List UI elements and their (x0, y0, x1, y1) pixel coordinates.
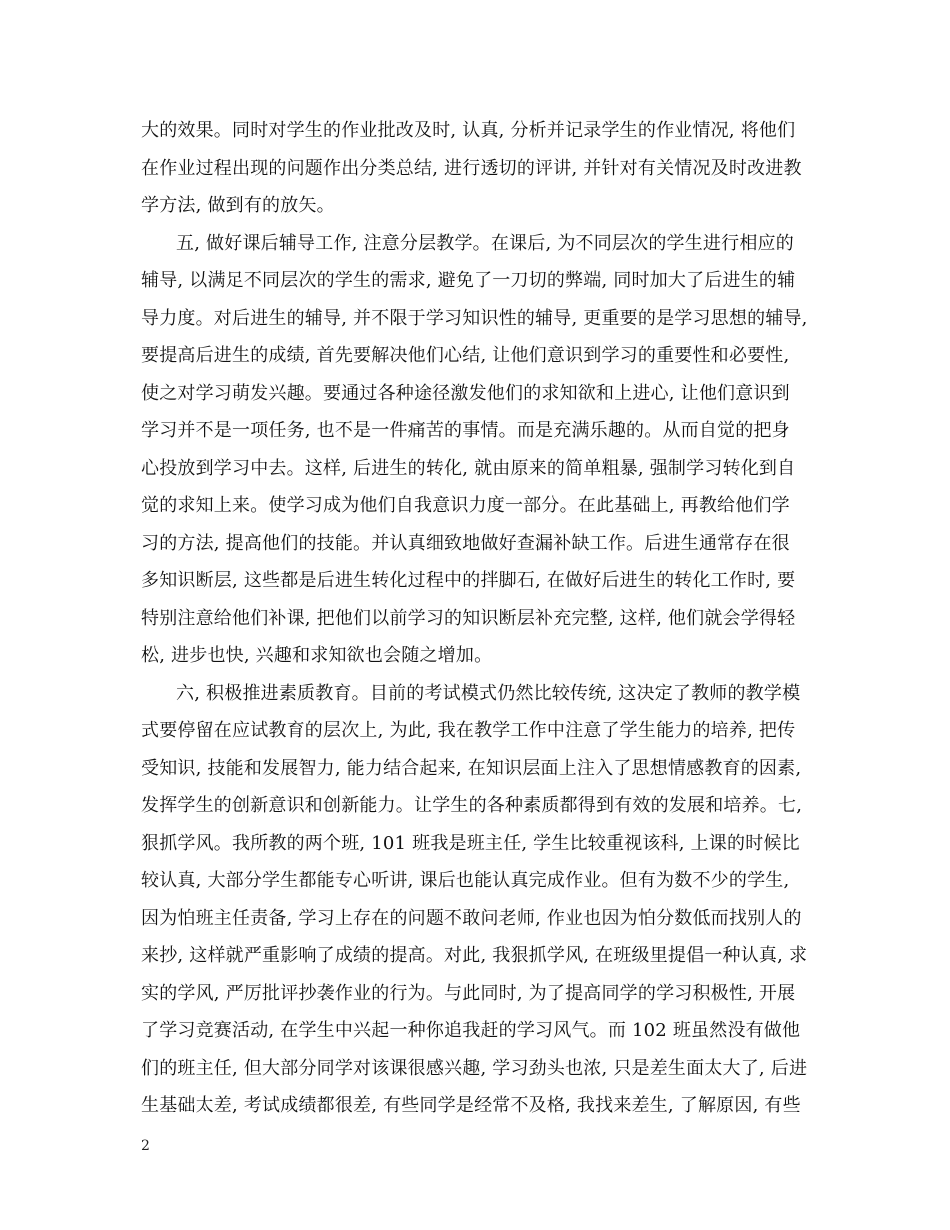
text-line: 多知识断层, 这些都是后进生转化过程中的拌脚石, 在做好后进生的转化工作时, 要 (141, 570, 796, 591)
text-line: 五, 做好课后辅导工作, 注意分层教学。在课后, 为不同层次的学生进行相应的 (176, 232, 794, 254)
text-line: 在作业过程出现的问题作出分类总结, 进行透切的评讲, 并针对有关情况及时改进教 (141, 157, 802, 179)
text-line: 辅导, 以满足不同层次的学生的需求, 避免了一刀切的弊端, 同时加大了后进生的辅 (141, 270, 796, 291)
text-line: 较认真, 大部分学生都能专心听讲, 课后也能认真完成作业。但有为数不少的学生, (141, 870, 790, 891)
text-line: 发挥学生的创新意识和创新能力。让学生的各种素质都得到有效的发展和培养。七, (141, 795, 803, 816)
text-line: 大的效果。同时对学生的作业批改及时, 认真, 分析并记录学生的作业情况, 将他们 (141, 120, 796, 141)
text-line: 使之对学习萌发兴趣。要通过各种途径激发他们的求知欲和上进心, 让他们意识到 (141, 382, 790, 404)
text-line: 式要停留在应试教育的层次上, 为此, 我在教学工作中注意了学生能力的培养, 把传 (141, 720, 796, 741)
text-line: 们的班主任, 但大部分同学对该课很感兴趣, 学习劲头也浓, 只是差生面太大了, 后进 (141, 1057, 808, 1079)
text-line: 六, 积极推进素质教育。目前的考试模式仍然比较传统, 这决定了教师的教学模 (176, 682, 801, 704)
text-line: 来抄, 这样就严重影响了成绩的提高。对此, 我狠抓学风, 在班级里提倡一种认真, 求 (141, 945, 808, 966)
text-line: 因为怕班主任责备, 学习上存在的问题不敢问老师, 作业也因为怕分数低而找别人的 (141, 907, 802, 929)
text-line: 受知识, 技能和发展智力, 能力结合起来, 在知识层面上注入了思想情感教育的因素, (141, 757, 802, 779)
text-line: 松, 进步也快, 兴趣和求知欲也会随之增加。 (141, 645, 493, 666)
text-line: 心投放到学习中去。这样, 后进生的转化, 就由原来的简单粗暴, 强制学习转化到自 (141, 457, 796, 479)
body-text (141, 112, 821, 1125)
text-line: 特别注意给他们补课, 把他们以前学习的知识断层补充完整, 这样, 他们就会学得轻 (141, 607, 796, 629)
text-line: 狠抓学风。我所教的两个班, 101 班我是班主任, 学生比较重视该科, 上课的时候比 (141, 832, 800, 854)
page-number: 2 (141, 1138, 150, 1154)
text-line: 生基础太差, 考试成绩都很差, 有些同学是经常不及格, 我找来差生, 了解原因, 有些 (141, 1095, 801, 1116)
text-line: 实的学风, 严厉批评抄袭作业的行为。与此同时, 为了提高同学的学习积极性, 开展 (141, 982, 796, 1004)
text-line: 觉的求知上来。使学习成为他们自我意识力度一部分。在此基础上, 再教给他们学 (141, 495, 790, 516)
text-line: 学习并不是一项任务, 也不是一件痛苦的事情。而是充满乐趣的。从而自觉的把身 (141, 420, 790, 441)
text-line: 导力度。对后进生的辅导, 并不限于学习知识性的辅导, 更重要的是学习思想的辅导, (141, 307, 808, 329)
text-line: 习的方法, 提高他们的技能。并认真细致地做好查漏补缺工作。后进生通常存在很 (141, 532, 790, 554)
text-line: 学方法, 做到有的放矢。 (141, 195, 335, 216)
text-line: 了学习竞赛活动, 在学生中兴起一种你追我赶的学习风气。而 102 班虽然没有做他 (141, 1020, 801, 1041)
text-line: 要提高后进生的成绩, 首先要解决他们心结, 让他们意识到学习的重要性和必要性, (141, 345, 790, 366)
